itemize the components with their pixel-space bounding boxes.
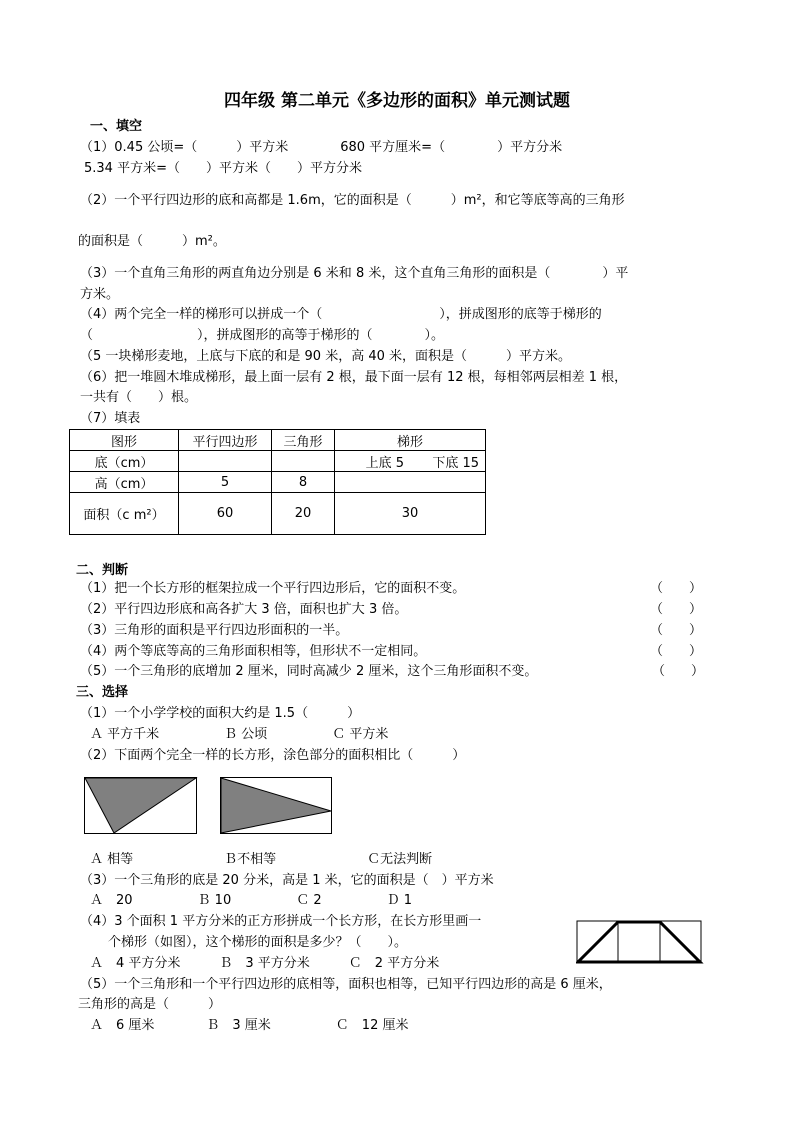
choice-q1: （1）一个小学学校的面积大约是 1.5（ ） — [80, 706, 361, 721]
question-2-line-2: 的面积是（ ）m²。 — [78, 234, 226, 249]
table-cell — [272, 451, 335, 472]
section-heading-choose: 三、选择 — [76, 685, 129, 700]
fill-table — [69, 429, 486, 535]
table-cell: 30 — [335, 493, 486, 535]
table-cell: 60 — [179, 493, 272, 535]
table-cell — [179, 451, 272, 472]
rectangle-figure-1 — [84, 777, 198, 837]
table-header-shape: 图形 — [70, 430, 179, 451]
table-row-base-label: 底（cm） — [70, 451, 179, 472]
table-row-area-label: 面积（c m²） — [70, 493, 179, 535]
trapezoid-bottom-base: 下底 15 — [432, 455, 479, 471]
table-row-height-label: 高（cm） — [70, 472, 179, 493]
rectangle-figure-2 — [220, 777, 334, 837]
trapezoid-figure — [576, 920, 704, 966]
judge-answer-paren[interactable]: （ ） — [652, 664, 705, 679]
choice-q2: （2）下面两个完全一样的长方形，涂色部分的面积相比（ ） — [80, 748, 466, 763]
table-header-parallelogram: 平行四边形 — [179, 430, 272, 451]
table-cell: 5 — [179, 472, 272, 493]
question-2-line-1: （2）一个平行四边形的底和高都是 1.6m，它的面积是（ ）m²，和它等底等高的三角形 — [80, 193, 625, 208]
table-cell: 8 — [272, 472, 335, 493]
trapezoid-outline — [578, 922, 700, 962]
question-7: （7）填表 — [80, 411, 141, 426]
choice-q5-options: Ａ 6 厘米 Ｂ 3 厘米 Ｃ 12 厘米 — [90, 1018, 409, 1033]
table-cell-trapezoid-base — [335, 451, 486, 472]
table-cell: 20 — [272, 493, 335, 535]
question-1-line-2: 5.34 平方米=（ ）平方米（ ）平方分米 — [84, 161, 362, 176]
question-6-line-2: 一共有（ ）根。 — [80, 390, 198, 405]
judge-answer-paren[interactable]: （ ） — [650, 581, 703, 596]
choice-q4-line-2: 个梯形（如图），这个梯形的面积是多少？（ ）。 — [108, 935, 408, 950]
question-5: （5 一块梯形麦地，上底与下底的和是 90 米，高 40 米，面积是（ ）平方米。 — [80, 349, 572, 364]
table-cell — [335, 472, 486, 493]
question-6-line-1: （6）把一堆圆木堆成梯形，最上面一层有 2 根，最下面一层有 12 根，每相邻两层相差 1 根， — [80, 370, 628, 385]
judge-item-2: （2）平行四边形底和高各扩大 3 倍，面积也扩大 3 倍。 — [80, 602, 408, 617]
judge-answer-paren[interactable]: （ ） — [650, 602, 703, 617]
choice-q5-line-2: 三角形的高是（ ） — [78, 997, 222, 1012]
trapezoid-top-base: 上底 5 — [365, 455, 405, 471]
choice-q1-options: Ａ 平方千米 Ｂ 公顷 Ｃ 平方米 — [90, 727, 389, 742]
question-3-line-1: （3）一个直角三角形的两直角边分别是 6 米和 8 米，这个直角三角形的面积是（ ）平 — [80, 266, 629, 281]
choice-q5-line-1: （5）一个三角形和一个平行四边形的底相等，面积也相等，已知平行四边形的高是 6 厘米， — [80, 977, 612, 992]
page-title: 四年级 第二单元《多边形的面积》单元测试题 — [224, 91, 570, 111]
question-4-line-1: （4）两个完全一样的梯形可以拼成一个（ ），拼成图形的底等于梯形的 — [80, 307, 602, 322]
question-3-line-2: 方米。 — [80, 287, 120, 302]
table-header-triangle: 三角形 — [272, 430, 335, 451]
section-heading-fill: 一、填空 — [90, 119, 143, 134]
choice-q2-options: Ａ 相等 Ｂ不相等 Ｃ无法判断 — [90, 852, 433, 867]
judge-item-3: （3）三角形的面积是平行四边形面积的一半。 — [80, 623, 349, 638]
judge-answer-paren[interactable]: （ ） — [650, 644, 703, 659]
judge-item-5: （5）一个三角形的底增加 2 厘米，同时高减少 2 厘米，这个三角形面积不变。 — [80, 664, 538, 679]
judge-item-4: （4）两个等底等高的三角形面积相等，但形状不一定相同。 — [80, 644, 427, 659]
choice-q3: （3）一个三角形的底是 20 分米，高是 1 米，它的面积是（ ）平方米 — [80, 873, 494, 888]
question-1-line-1: （1）0.45 公顷=（ ）平方米 680 平方厘米=（ ）平方分米 — [80, 140, 563, 155]
question-4-line-2: （ ），拼成图形的高等于梯形的（ ）。 — [80, 328, 445, 343]
judge-item-1: （1）把一个长方形的框架拉成一个平行四边形后，它的面积不变。 — [80, 581, 466, 596]
table-header-trapezoid: 梯形 — [335, 430, 486, 451]
choice-q4-options: Ａ 4 平方分米 Ｂ 3 平方分米 Ｃ 2 平方分米 — [90, 956, 440, 971]
choice-q4-line-1: （4）3 个面积 1 平方分米的正方形拼成一个长方形，在长方形里画一 — [80, 914, 482, 929]
section-heading-judge: 二、判断 — [76, 563, 129, 578]
judge-answer-paren[interactable]: （ ） — [650, 623, 703, 638]
choice-q3-options: Ａ 20 Ｂ 10 Ｃ 2 Ｄ 1 — [90, 893, 413, 908]
